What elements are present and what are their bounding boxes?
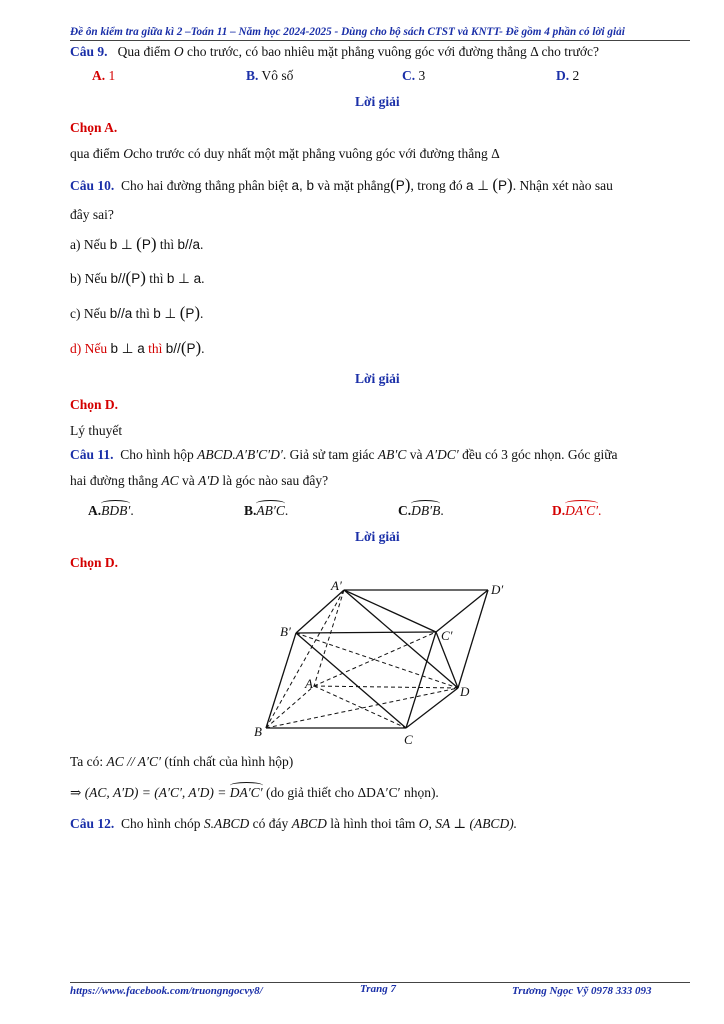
footer-author: Trương Ngọc Vỹ 0978 333 093	[512, 985, 652, 997]
q10-d-math2: b//	[165, 341, 181, 356]
q10-a-plane: P	[141, 237, 151, 252]
q12-base: ABCD	[291, 816, 327, 831]
q10-item-a: a) Nếu b ⊥ (P) thì b//a.	[70, 234, 204, 253]
q11-ta-co-text: Ta có:	[70, 754, 104, 769]
q11-option-b: B.AB′C.	[244, 503, 289, 518]
q10-d-math1: b ⊥ a	[110, 341, 145, 356]
q10-d-plane: P	[186, 341, 196, 356]
q10-c-then: thì	[135, 306, 150, 321]
q11-ac: AC	[161, 473, 179, 488]
edge-d1-d	[458, 590, 488, 688]
q9-explain-a: qua điểm	[70, 146, 120, 161]
q9-solution-title: Lời giải	[355, 94, 400, 109]
q11-note: (do giả thiết cho ΔDA′C′ nhọn).	[266, 785, 439, 800]
q9-option-d-letter: D.	[556, 68, 570, 83]
q10-c-math2: b ⊥	[153, 306, 177, 321]
q10-a-math1: b ⊥	[109, 237, 133, 252]
q9-text-c: cho trước?	[541, 44, 599, 59]
q11-angle-eq2: DA′C′	[229, 785, 263, 800]
q11-line2-a: hai đường thẳng	[70, 473, 158, 488]
q10-plane-p1: P	[395, 178, 405, 193]
q10-cond: a ⊥	[465, 178, 489, 193]
q11-option-c-letter: C.	[398, 503, 412, 518]
q10-text-e: đây sai?	[70, 207, 114, 222]
q11-and2: và	[181, 473, 195, 488]
edge-b1-b	[266, 633, 296, 728]
q11-option-b-value: AB′C	[256, 503, 285, 518]
q9-option-a	[92, 68, 115, 84]
q9-option-a-value: 1	[108, 68, 116, 83]
q11-text-b: . Giả sử tam giác	[282, 447, 375, 462]
q11-choose: Chọn D.	[70, 555, 119, 570]
label-b1: B′	[280, 624, 291, 639]
q11-label: Câu 11.	[70, 447, 114, 462]
page-number: Trang 7	[360, 983, 396, 995]
q10-item-c: c) Nếu b//a thì b ⊥ (P).	[70, 303, 204, 322]
q11-parallel-note: (tính chất của hình hộp)	[164, 754, 294, 769]
q10-ab: a, b	[291, 178, 314, 193]
q10-a-then: thì	[159, 237, 175, 252]
q10-choose: Chọn D.	[70, 397, 119, 412]
q10-d-prefix: d) Nếu	[70, 341, 108, 356]
q11-option-a: A.BDB′.	[88, 503, 134, 518]
q11-box: ABCD.A′B′C′D′	[197, 447, 283, 462]
q10-b-math2: b ⊥ a	[166, 271, 202, 286]
hidden-a-c1	[314, 632, 436, 686]
q11-tri2: A′DC′	[425, 447, 459, 462]
hidden-b-d	[266, 688, 458, 728]
q9-choose: Chọn A.	[70, 120, 118, 135]
q10-label: Câu 10.	[70, 178, 115, 193]
edge-a1-c1	[344, 590, 436, 632]
q10-item-b: b) Nếu b//(P) thì b ⊥ a.	[70, 268, 205, 287]
q9-label: Câu 9.	[70, 44, 108, 59]
q10-text-a: Cho hai đường thẳng phân biệt	[121, 178, 289, 193]
q10-b-prefix: b) Nếu	[70, 271, 108, 286]
q11-option-b-letter: B.	[244, 503, 257, 518]
label-a: A	[305, 676, 313, 691]
q11-option-a-letter: A.	[88, 503, 102, 518]
q11-option-d-letter: D.	[552, 503, 566, 518]
question-11	[70, 447, 618, 463]
q9-text-a: Qua điểm	[117, 44, 171, 59]
hidden-a-d	[314, 686, 458, 688]
edge-b1-c1	[296, 632, 436, 633]
hidden-b-a1	[266, 590, 344, 728]
q10-a-math2: b//a	[177, 237, 201, 252]
q9-option-b-letter: B.	[246, 68, 259, 83]
q9-option-a-letter: A.	[92, 68, 106, 83]
q12-label: Câu 12.	[70, 816, 115, 831]
q10-c-plane: P	[185, 306, 195, 321]
page-header: Đề ôn kiểm tra giữa kì 2 –Toán 11 – Năm học 2024-2025 - Dùng cho bộ sách CTST và KNTT- Đề gồm 4 phần có lời giải	[70, 26, 690, 41]
q10-c-prefix: c) Nếu	[70, 306, 107, 321]
q10-item-d: d) Nếu b ⊥ a thì b//(P).	[70, 338, 205, 357]
q11-angle-eq1: (AC, A′D) = (A′C′, A′D) =	[84, 785, 227, 800]
q11-arrow: ⇒	[70, 785, 82, 800]
q11-parallel: AC // A′C′	[106, 754, 161, 769]
q9-delta: Δ	[530, 44, 539, 59]
q10-b-then: thì	[149, 271, 164, 286]
q10-text-d: . Nhận xét nào sau	[512, 178, 613, 193]
q9-explain-b: cho trước có duy nhất một mặt phẳng vuông góc với đường thẳng Δ	[133, 146, 500, 161]
q10-c-math1: b//a	[109, 306, 133, 321]
q12-pyr: S.ABCD	[203, 816, 250, 831]
q10-b-plane: P	[131, 271, 141, 286]
q11-tri1: AB′C	[377, 447, 407, 462]
q10-explain: Lý thuyết	[70, 423, 123, 438]
q10-solution-title: Lời giải	[355, 371, 400, 386]
q11-option-c-value: DB′B	[411, 503, 441, 518]
question-12	[70, 816, 517, 832]
q9-option-c	[402, 68, 425, 84]
label-a1: A′	[331, 578, 342, 593]
edge-c-d	[406, 688, 458, 728]
q10-d-then: thì	[148, 341, 163, 356]
q9-option-b-value: Vô số	[261, 68, 294, 83]
q11-a1d: A′D	[198, 473, 220, 488]
q11-solution-title: Lời giải	[355, 529, 400, 544]
q9-option-c-value: 3	[418, 68, 426, 83]
q9-option-d-value: 2	[572, 68, 580, 83]
q11-line2	[70, 473, 328, 489]
q9-option-c-letter: C.	[402, 68, 416, 83]
q11-and: và	[409, 447, 423, 462]
q9-point-o: O	[173, 44, 184, 59]
q11-line2-b: là góc nào sau đây?	[222, 473, 329, 488]
q11-angle-eq	[70, 785, 439, 801]
q10-text-c: , trong đó	[410, 178, 463, 193]
q9-option-b	[246, 68, 293, 84]
q10-plane-p2: P	[498, 178, 508, 193]
footer-link[interactable]: https://www.facebook.com/truongngocvy8/	[70, 985, 263, 997]
q11-option-a-value: BDB′	[101, 503, 131, 518]
q12-center: O, SA ⊥ (ABCD).	[418, 816, 518, 831]
q11-option-c: C.DB′B.	[398, 503, 444, 518]
question-9	[70, 44, 599, 60]
q9-text-b: cho trước, có bao nhiêu mặt phẳng vuông góc với đường thẳng	[187, 44, 527, 59]
label-d: D	[460, 684, 470, 699]
q9-explain	[70, 146, 500, 162]
q10-a-prefix: a) Nếu	[70, 237, 107, 252]
q9-option-d	[556, 68, 579, 84]
q11-option-d: D.DA′C′.	[552, 503, 602, 518]
label-c1: C′	[441, 628, 453, 643]
parallelepiped-figure	[248, 578, 518, 750]
edge-c1-d1	[436, 590, 488, 632]
q11-option-d-value: DA′C′	[565, 503, 599, 518]
q12-text-c: là hình thoi tâm	[330, 816, 416, 831]
q10-text-b: và mặt phẳng	[317, 178, 391, 193]
q11-text-c: đều có 3 góc nhọn. Góc giữa	[462, 447, 618, 462]
q10-b-math1: b//	[110, 271, 126, 286]
hidden-a-c	[314, 686, 406, 728]
hidden-a1-a	[314, 590, 344, 686]
q11-text-a: Cho hình hộp	[120, 447, 194, 462]
q12-text-a: Cho hình chóp	[121, 816, 201, 831]
label-c: C	[404, 732, 413, 747]
question-10: Câu 10. Cho hai đường thẳng phân biệt a, b và mặt phẳng(P), trong đó a ⊥ (P). Nhận xét nào sau	[70, 175, 613, 194]
q9-explain-o: O	[123, 146, 133, 161]
label-b: B	[254, 724, 262, 739]
q12-text-b: có đáy	[252, 816, 289, 831]
label-d1: D′	[491, 582, 504, 597]
q11-ta-co	[70, 754, 293, 770]
